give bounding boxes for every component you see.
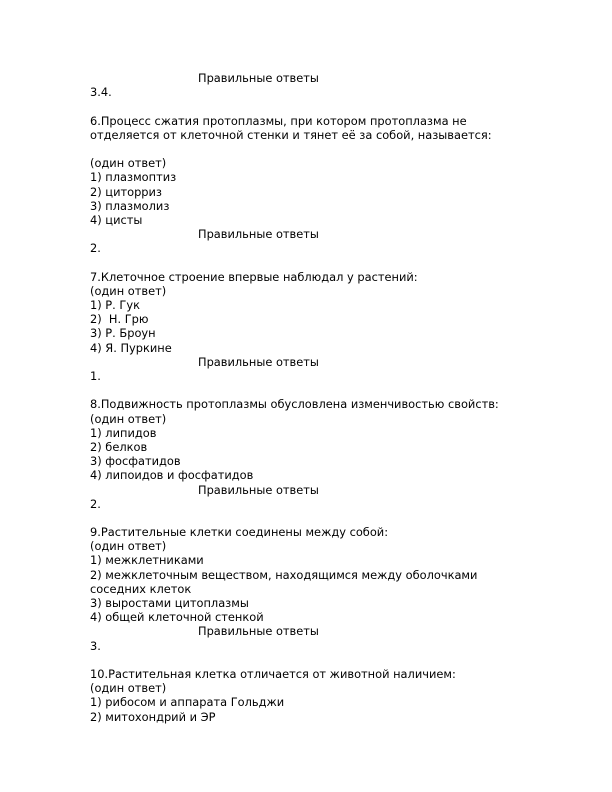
answers-heading: Правильные ответы [198,71,319,85]
answer-option: 4) липоидов и фосфатидов [90,468,254,483]
spacer [90,511,530,525]
question-block-6 [90,114,530,256]
spacer [90,653,530,667]
answer-option: 2) белков [90,439,148,454]
answer-option: 2) циторриз [90,184,162,199]
question-block-7 [90,270,530,384]
answer-option: 1) межклетниками [90,553,204,568]
answer-option: 1) плазмоптиз [90,170,177,185]
answer-option: 3) Р. Броун [90,326,156,341]
question-title: 9.Растительные клетки соединены между собой: [90,525,389,540]
answer-option: 1) липидов [90,425,157,440]
answer-value: 2. [90,496,101,511]
answer-mode: (один ответ) [90,411,167,426]
question-title: 8.Подвижность протоплазмы обусловлена изменчивостью свойств: [90,397,499,412]
answer-option: 1) рибосом и аппарата Гольджи [90,695,285,710]
answer-option: 4) Я. Пуркине [90,340,172,355]
answer-mode: (один ответ) [90,156,167,171]
answer-option: 2) межклеточным веществом, находящимся между оболочками соседних клеток [90,567,478,596]
answer-option: 3) фосфатидов [90,454,181,469]
answers-heading: Правильные ответы [198,482,319,497]
question-title: 6.Процесс сжатия протоплазмы, при котором протоплазма не отделяется от клеточной стенки и тянет её за собой, называется: [90,113,492,142]
question-title: 10.Растительная клетка отличается от животной наличием: [90,666,456,681]
answer-value: 3. [90,638,101,653]
spacer [90,142,530,156]
answer-value: 1. [90,368,101,383]
question-block-9 [90,525,530,653]
document-page [90,71,530,724]
answer-option: 2) митохондрий и ЭР [90,709,216,724]
question-title: 7.Клеточное строение впервые наблюдал у растений: [90,269,418,284]
answers-heading: Правильные ответы [198,624,319,639]
question-block-8 [90,397,530,511]
answer-mode: (один ответ) [90,283,167,298]
question-block-10 [90,667,530,724]
answer-option: 2) Н. Грю [90,312,149,327]
spacer [90,99,530,113]
answer-option: 4) цисты [90,212,143,227]
answer-value: 2. [90,241,101,256]
answer-option: 3) плазмолиз [90,198,170,213]
answer-value: 3.4. [90,85,112,100]
answers-heading: Правильные ответы [198,354,319,369]
answer-mode: (один ответ) [90,681,167,696]
spacer [90,255,530,269]
answer-mode: (один ответ) [90,539,167,554]
answer-option: 3) выростами цитоплазмы [90,596,249,611]
answers-heading: Правильные ответы [198,227,319,242]
spacer [90,383,530,397]
answer-option: 4) общей клеточной стенкой [90,610,264,625]
answer-option: 1) Р. Гук [90,298,140,313]
